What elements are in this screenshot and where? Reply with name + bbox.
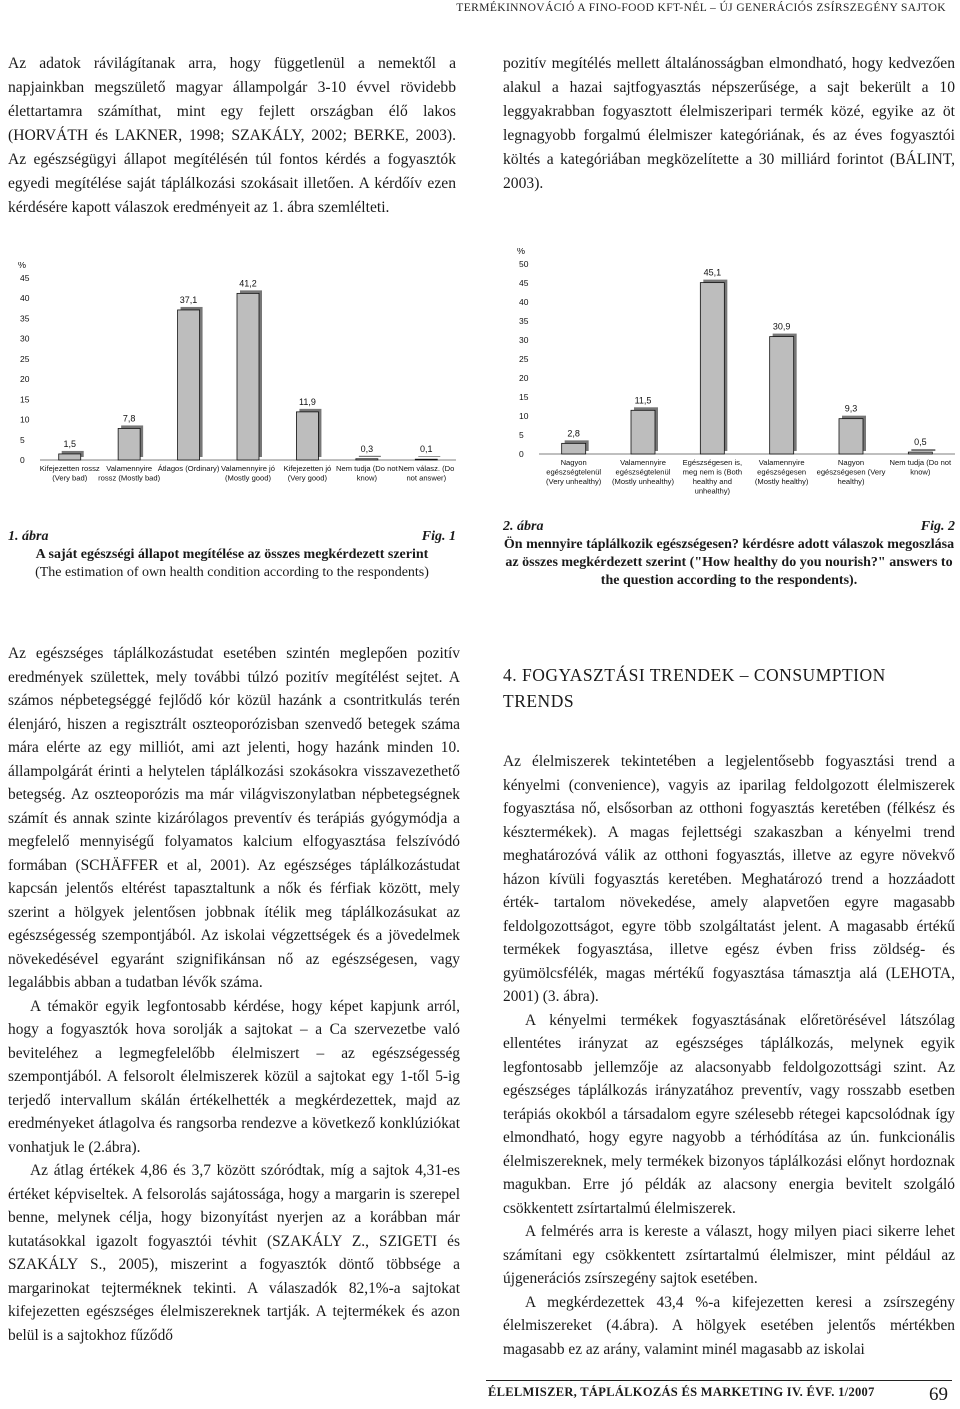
y-tick-label: 45	[519, 278, 529, 288]
category-label: (Very good)	[287, 473, 328, 483]
y-tick-label: 15	[20, 394, 30, 405]
category-label: (Very bad)	[52, 473, 88, 483]
y-tick-label: 5	[519, 430, 524, 440]
figure-2-chart	[503, 248, 960, 498]
paragraph: Az átlag értékek 4,86 és 3,7 között szóródtak, míg a sajtok 4,31-es értéket képviseltek. A felsorolás sajátossága, hogy a margarin is szerepel benne, melynek célja, hogy bizonyítást nyerjen az a korábban már kutatásokkal igazolt fogyasztói tévhit (SZAKÁLY Z., SZIGETI és SZAKÁLY S., 2005), miszerint a fogyasztók döntő többsége a margarinokat tejterméknek tekinti. A válaszadók 82,1%-a sajtokat kifejezetten egészséges élelmiszereknek tartják. A tejtermékek és azon belül is a sajtokhoz fűződő	[8, 1162, 460, 1344]
figure-2-caption	[503, 518, 955, 590]
category-label: Nem tudja (Do not	[336, 464, 398, 473]
bar-shadow	[418, 456, 440, 457]
paragraph: A megkérdezettek 43,4 %-a kifejezetten keresi a zsírszegény élelmiszereket (4.ábra). A hölgyek esetében jelentős mértékben magasabb ez az arány, valamint minél magasabb az iskolai	[503, 1293, 955, 1358]
bar	[296, 412, 318, 460]
category-label: know)	[910, 467, 931, 477]
category-label: meg nem is (Both	[682, 467, 743, 477]
category-label: egészségtelenül	[546, 467, 602, 477]
figure-title-en: (The estimation of own health condition according to the respondents)	[35, 565, 429, 580]
paragraph: A témakör egyik legfontosabb kérdése, hogy képet kapjunk arról, hogy a fogyasztók hova sorolják a sajtokat – a Ca szervezetbe való beviteléhez a legmegfelelőbb élelmiszert – az egészségesség szempontjából. A felsorolt élelmiszerek közül a sajtokat egy 1-től 5-ig terjedő intervallum skálán értékelhették a megkérdezettek, majd az eredményeket átlagolva és rangsorba rendezve a következő konklúziókat vonhatjuk le (2.ábra).	[8, 997, 460, 1156]
category-label: Valamennyire	[620, 458, 666, 467]
category-label: (Mostly good)	[224, 473, 272, 483]
figure-1-chart	[4, 262, 462, 492]
paragraph: A kényelmi termékek fogyasztásának előretörésével látszólag ellentétes irányzat az egészséges táplálkozás, melynek egyik legfontosabb jellemzője az alacsonyabb feldolgozottsági szint. Az egészséges táplálkozás irányzatához preventív, vagy rosszabb esetben terápiás okokból a társadalom egyre szélesebb rétegei kapcsolódnak így elmondható, hogy egyre nagyobb a térhódítása az ún. funkcionális élelmiszereknek, mely termékek bizonyos táplálkozási előnyt hordoznak magukban. Erre jó példák az alacsony energia bevitelt szolgáló csökkentett zsírtartalmú élelmiszerek.	[503, 1011, 955, 1217]
y-tick-label: 30	[519, 335, 529, 345]
journal-footer: ÉLELMISZER, TÁPLÁLKOZÁS ÉS MARKETING IV. ÉVF. 1/2007	[488, 1385, 875, 1399]
category-label: healthy)	[837, 477, 865, 486]
data-label: 0,3	[360, 443, 374, 454]
category-label: unhealthy)	[694, 486, 731, 496]
category-label: (Mostly unhealthy)	[611, 477, 675, 486]
y-tick-label: 25	[20, 353, 30, 364]
data-label: 2,8	[567, 428, 580, 439]
y-tick-label: 40	[20, 293, 30, 304]
category-label: Valamennyire	[758, 458, 805, 467]
bar	[770, 337, 794, 454]
figure-title: Ön mennyire táplálkozik egészségesen? kérdésre adott válaszok megoszlása az összes megkérdezett szerint ("How healthy do you nourish?" answers to the question according to the respondents).	[503, 537, 955, 588]
y-axis-label: %	[18, 262, 27, 270]
category-label: healthy and	[692, 477, 732, 486]
data-label: 0,5	[914, 437, 927, 448]
y-axis-label: %	[517, 248, 526, 256]
y-tick-label: 10	[519, 411, 529, 421]
y-tick-label: 45	[20, 273, 30, 283]
bar	[908, 452, 932, 454]
data-label: 37,1	[179, 294, 198, 305]
figure-label: 2. ábra	[503, 519, 544, 534]
data-label: 11,9	[298, 396, 316, 407]
intro-paragraph-left	[8, 52, 456, 220]
y-tick-label: 35	[519, 316, 529, 326]
category-label: Nagyon	[837, 458, 865, 467]
figure-label: 1. ábra	[8, 529, 49, 544]
footer-rule	[486, 1380, 952, 1381]
paragraph: pozitív megítélés mellett általánosságban elmondható, hogy kedvezően alakul a hazai sajtfogyasztás népszerűsége, a sajt bekerült a 10 leggyakrabban fogyasztott élelmiszeripari termék közé, egyike az öt legnagyobb forgalmú élelmiszer kategóriának, és az éves fogyasztói költés a kategóriában megközelítette a 30 milliárd forintot (BÁLINT, 2003).	[503, 55, 955, 192]
paragraph: A felmérés arra is kereste a választ, hogy milyen piaci sikerre lehet számítani egy csökkentett zsírtartalmú élelmiszer, mint például az újgenerációs zsírszegény sajtok esetében.	[503, 1223, 955, 1287]
data-label: 9,3	[844, 403, 858, 414]
bar-chart-healthy-nourishment	[503, 248, 960, 498]
running-head: TERMÉKINNOVÁCIÓ A FINO-FOOD KFT-NÉL – ÚJ GENERÁCIÓS ZSÍRSZEGÉNY SAJTOK	[456, 2, 946, 14]
data-label: 41,2	[239, 278, 257, 289]
page-number: 69	[929, 1384, 948, 1405]
bar	[118, 428, 140, 460]
section-heading: 4. FOGYASZTÁSI TRENDEK – CONSUMPTION TRENDS	[503, 665, 886, 711]
bar	[562, 443, 586, 454]
category-label: know)	[356, 473, 377, 483]
data-label: 30,9	[772, 321, 791, 332]
bar	[59, 454, 81, 460]
body-column-left	[8, 642, 460, 1347]
y-tick-label: 30	[20, 333, 30, 344]
y-tick-label: 20	[519, 373, 529, 383]
category-label: (Mostly healthy)	[754, 477, 809, 486]
data-label: 11,5	[634, 395, 652, 406]
category-label: egészségtelenül	[615, 467, 671, 477]
y-tick-label: 25	[519, 354, 529, 364]
paragraph: Az adatok rávilágítanak arra, hogy függetlenül a nemektől a napjainkban megszülető magyar állampolgár 3-10 évvel rövidebb élettartamra számíthat, mint egy fejlett országban élő lakos (HORVÁTH és LAKNER, 1998; SZAKÁLY, 2002; BERKE, 2003). Az egészségügyi állapot megítélésén túl fontos kérdés a fogyasztók egyedi megítélése saját táplálkozási szokásait illetően. A kérdőív ezen kérdésére kapott válaszok eredményeit az 1. ábra szemlélteti.	[8, 55, 456, 216]
intro-paragraph-right	[503, 52, 955, 196]
category-label: Átlagos (Ordinary)	[157, 464, 220, 473]
category-label: rossz (Mostly bad)	[98, 473, 161, 483]
bar	[415, 459, 437, 460]
bar	[237, 293, 259, 460]
figure-label-en: Fig. 2	[920, 519, 955, 534]
bar	[178, 310, 200, 460]
y-tick-label: 0	[519, 449, 524, 459]
y-tick-label: 10	[20, 414, 30, 425]
category-label: Nem válasz. (Do	[398, 464, 455, 473]
y-tick-label: 40	[519, 297, 529, 307]
category-label: Valamennyire jó	[221, 464, 275, 473]
figure-title: A saját egészségi állapot megítélése az összes megkérdezett szerint	[35, 547, 429, 562]
category-label: Valamennyire	[106, 464, 153, 473]
category-label: (Very unhealthy)	[546, 477, 602, 486]
y-tick-label: 35	[20, 313, 30, 324]
bar-shadow	[911, 449, 935, 451]
y-tick-label: 0	[20, 455, 25, 465]
bar-shadow	[359, 456, 381, 457]
y-tick-label: 50	[519, 259, 529, 269]
category-label: Nem tudja (Do not	[889, 458, 952, 467]
y-tick-label: 20	[20, 374, 30, 385]
category-label: Egészségesen is,	[682, 458, 743, 467]
bar	[356, 459, 378, 460]
category-label: Nagyon	[560, 458, 587, 467]
bar	[700, 283, 724, 454]
paragraph: Az élelmiszerek tekintetében a legjelentősebb fogyasztási trend a kényelmi (convenience), vagyis az iparilag feldolgozott élelmiszerek fogyasztása nő, elsősorban az otthoni fogyasztás keretében (félkész és késztermékek). A magas fejlettségi szakaszban a kényelmi trend meghatározóvá válik az otthoni fogyasztás, illetve az egyre növekvő házon kívüli fogyasztás keretében. Meghatározó trend a hozzáadott érték- tartalom növekedése, amely alapvetően egyre magasabb feldolgozottságot, egyre több szolgáltatást jelent. A magasabb értékű termékek fogyasztása, illetve egész évben friss zöldség- és gyümölcsfélék, magas mértékű fogyasztása támasztja alá (LEHOTA, 2001) (3. ábra).	[503, 753, 955, 1005]
y-tick-label: 5	[20, 434, 25, 445]
category-label: egészségesen	[757, 467, 807, 477]
data-label: 7,8	[122, 413, 136, 424]
body-column-right	[503, 750, 955, 1361]
category-label: Kifejezetten jó	[283, 464, 332, 473]
y-tick-label: 15	[519, 392, 529, 402]
data-label: 45,1	[703, 267, 722, 278]
category-label: Kifejezetten rossz	[39, 464, 100, 473]
data-label: 0,1	[420, 444, 433, 455]
figure-label-en: Fig. 1	[421, 529, 456, 544]
bar	[839, 419, 863, 454]
figure-1-caption	[8, 528, 456, 582]
category-label: not answer)	[406, 473, 447, 483]
data-label: 1,5	[63, 438, 76, 449]
bar-chart-health-condition	[4, 262, 462, 492]
category-label: egészségesen (Very	[816, 467, 886, 477]
paragraph: Az egészséges táplálkozástudat esetében szintén meglepően pozitív eredmények születtek, mely további túlzó pozitív megítélést sejtet. A számos népbetegséggé fejlődő kór közül hazánk a csontritkulás terén élenjáró, hiszen a regisztrált oszteoporózisban szenvedő betegek száma mára elérte az egy milliót, ami azt jelenti, hogy hazánk minden 10. állampolgárát érinti a helytelen táplálkozási szokásokra visszavezethető betegség. Az oszteoporózis ma már világviszonylatban népbetegségnek számít és annak szinte kizárólagos preventív és terápiás gyógymódja a megfelelő mennyiségű folyamatos kalcium elfogyasztása felszívódó formában (SCHÄFFER et al, 2001). Az egészséges táplálkozástudat kapcsán jelentős eltérést tapasztaltunk a nők és férfiak között, mely szerint a hölgyek jelentősen jobbnak ítélik meg táplálkozásukat az egészségesség szempontjából. Az iskolai végzettségek és a jövedelmek növekedésével egyaránt szignifikánsan nő az egészségesen, vagy legalábbis abban a tudatban lévők száma.	[8, 645, 460, 991]
bar	[631, 410, 655, 454]
